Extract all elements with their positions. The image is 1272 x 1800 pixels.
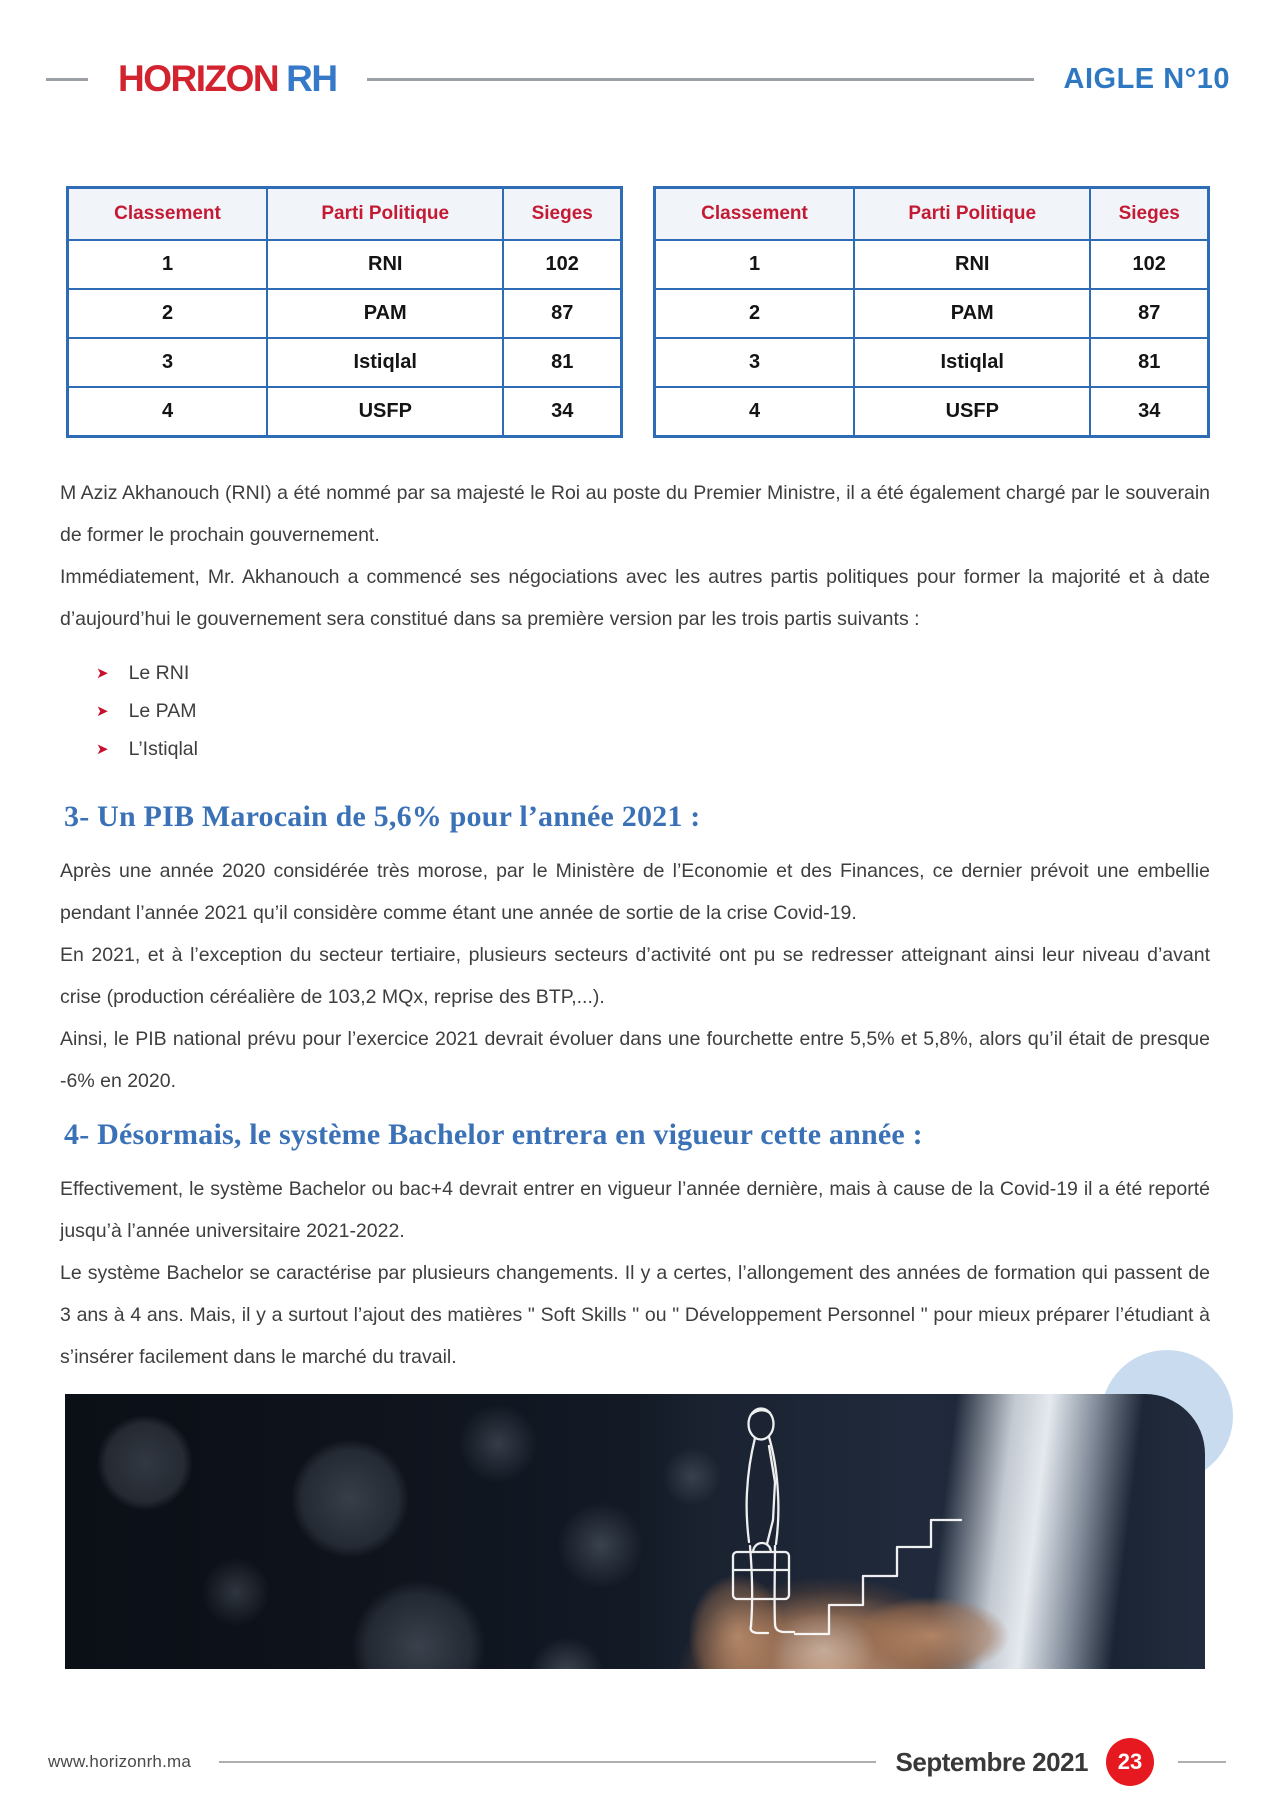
bullet-label: L’Istiqlal	[128, 737, 198, 760]
bullet-item	[96, 654, 1210, 692]
column-header-parti: Parti Politique	[267, 188, 503, 241]
column-header-classement: Classement	[655, 188, 855, 241]
article-body	[0, 472, 1272, 1378]
cell-rank: 1	[68, 240, 268, 289]
cell-rank: 4	[68, 387, 268, 437]
illustration-section	[60, 1388, 1210, 1674]
page-number-badge: 23	[1106, 1738, 1154, 1786]
footer-date: Septembre 2021	[895, 1746, 1088, 1777]
issue-number: AIGLE N°10	[1063, 62, 1230, 95]
cell-party: RNI	[854, 240, 1090, 289]
cell-rank: 3	[655, 338, 855, 387]
arrow-bullet-icon: ➤	[96, 664, 109, 682]
pib-paragraph-1: Après une année 2020 considérée très morose, par le Ministère de l’Economie et des Finances, ce dernier prévoit une embellie pendant l’année 2021 qu’il considère comme étant une année de sortie de la crise Covid-19.	[60, 860, 1210, 924]
cell-seats: 34	[1090, 387, 1208, 437]
brand-logo-primary: HORIZON	[118, 58, 279, 99]
bachelor-paragraph-1: Effectivement, le système Bachelor ou bac+4 devrait entrer en vigueur l’année dernière, mais à cause de la Covid-19 il a été reporté jusqu’à l’année universitaire 2021-2022.	[60, 1178, 1210, 1242]
table-row	[68, 338, 622, 387]
header-left-dash	[46, 78, 88, 81]
table-row	[655, 338, 1209, 387]
businessman-climbing-stairs-sketch-icon	[669, 1394, 979, 1669]
cell-rank: 3	[68, 338, 268, 387]
magazine-footer	[0, 1738, 1272, 1786]
cell-party: USFP	[267, 387, 503, 437]
cell-party: RNI	[267, 240, 503, 289]
column-header-parti: Parti Politique	[854, 188, 1090, 241]
footer-divider	[219, 1761, 876, 1763]
career-stairs-photo	[65, 1394, 1205, 1669]
cell-seats: 81	[503, 338, 621, 387]
table-row	[655, 289, 1209, 338]
seats-table-right	[653, 186, 1210, 438]
party-bullet-list	[96, 654, 1210, 768]
footer-right-dash	[1178, 1761, 1226, 1763]
brand-logo-secondary: RH	[286, 58, 337, 99]
cell-rank: 1	[655, 240, 855, 289]
cell-rank: 4	[655, 387, 855, 437]
election-tables-row	[66, 186, 1210, 438]
cell-seats: 34	[503, 387, 621, 437]
table-row	[68, 289, 622, 338]
cell-party: Istiqlal	[854, 338, 1090, 387]
bachelor-paragraph-2: Le système Bachelor se caractérise par plusieurs changements. Il y a certes, l’allongement des années de formation qui passent de 3 ans à 4 ans. Mais, il y a surtout l’ajout des matières " Soft Skills " ou " Développement Personnel " pour mieux préparer l’étudiant à s’insérer facilement dans le marché du travail.	[60, 1262, 1210, 1368]
cell-party: USFP	[854, 387, 1090, 437]
bullet-label: Le RNI	[128, 661, 190, 684]
bullet-item	[96, 730, 1210, 768]
section-title-pib: 3- Un PIB Marocain de 5,6% pour l’année 2021 :	[64, 800, 701, 833]
section-title-bachelor: 4- Désormais, le système Bachelor entrera en vigueur cette année :	[64, 1118, 923, 1151]
cell-party: Istiqlal	[267, 338, 503, 387]
brand-logo	[118, 58, 337, 100]
magazine-header	[0, 0, 1272, 100]
cell-seats: 87	[503, 289, 621, 338]
website-url: www.horizonrh.ma	[48, 1752, 192, 1771]
table-row	[655, 240, 1209, 289]
arrow-bullet-icon: ➤	[96, 740, 109, 758]
column-header-classement: Classement	[68, 188, 268, 241]
cell-seats: 102	[1090, 240, 1208, 289]
table-row	[655, 387, 1209, 437]
table-header-row	[655, 188, 1209, 241]
cell-party: PAM	[267, 289, 503, 338]
intro-paragraph-2: Immédiatement, Mr. Akhanouch a commencé ses négociations avec les autres partis politiques pour former la majorité et à date d’aujourd’hui le gouvernement sera constitué dans sa première version par les trois partis suivants :	[60, 566, 1210, 630]
bullet-label: Le PAM	[128, 699, 197, 722]
cell-seats: 102	[503, 240, 621, 289]
pib-paragraph-3: Ainsi, le PIB national prévu pour l’exercice 2021 devrait évoluer dans une fourchette entre 5,5% et 5,8%, alors qu’il était de presque -6% en 2020.	[60, 1028, 1210, 1092]
cell-rank: 2	[68, 289, 268, 338]
seats-table-left	[66, 186, 623, 438]
cell-rank: 2	[655, 289, 855, 338]
column-header-sieges: Sieges	[1090, 188, 1208, 241]
table-row	[68, 387, 622, 437]
header-divider	[367, 78, 1034, 81]
cell-seats: 81	[1090, 338, 1208, 387]
intro-paragraph-1: M Aziz Akhanouch (RNI) a été nommé par sa majesté le Roi au poste du Premier Ministre, il a été également chargé par le souverain de former le prochain gouvernement.	[60, 482, 1210, 546]
bullet-item	[96, 692, 1210, 730]
pib-paragraph-2: En 2021, et à l’exception du secteur tertiaire, plusieurs secteurs d’activité ont pu se redresser atteignant ainsi leur niveau d’avant crise (production céréalière de 103,2 MQx, reprise des BTP,...).	[60, 944, 1210, 1008]
cell-party: PAM	[854, 289, 1090, 338]
cell-seats: 87	[1090, 289, 1208, 338]
table-row	[68, 240, 622, 289]
table-header-row	[68, 188, 622, 241]
arrow-bullet-icon: ➤	[96, 702, 109, 720]
column-header-sieges: Sieges	[503, 188, 621, 241]
